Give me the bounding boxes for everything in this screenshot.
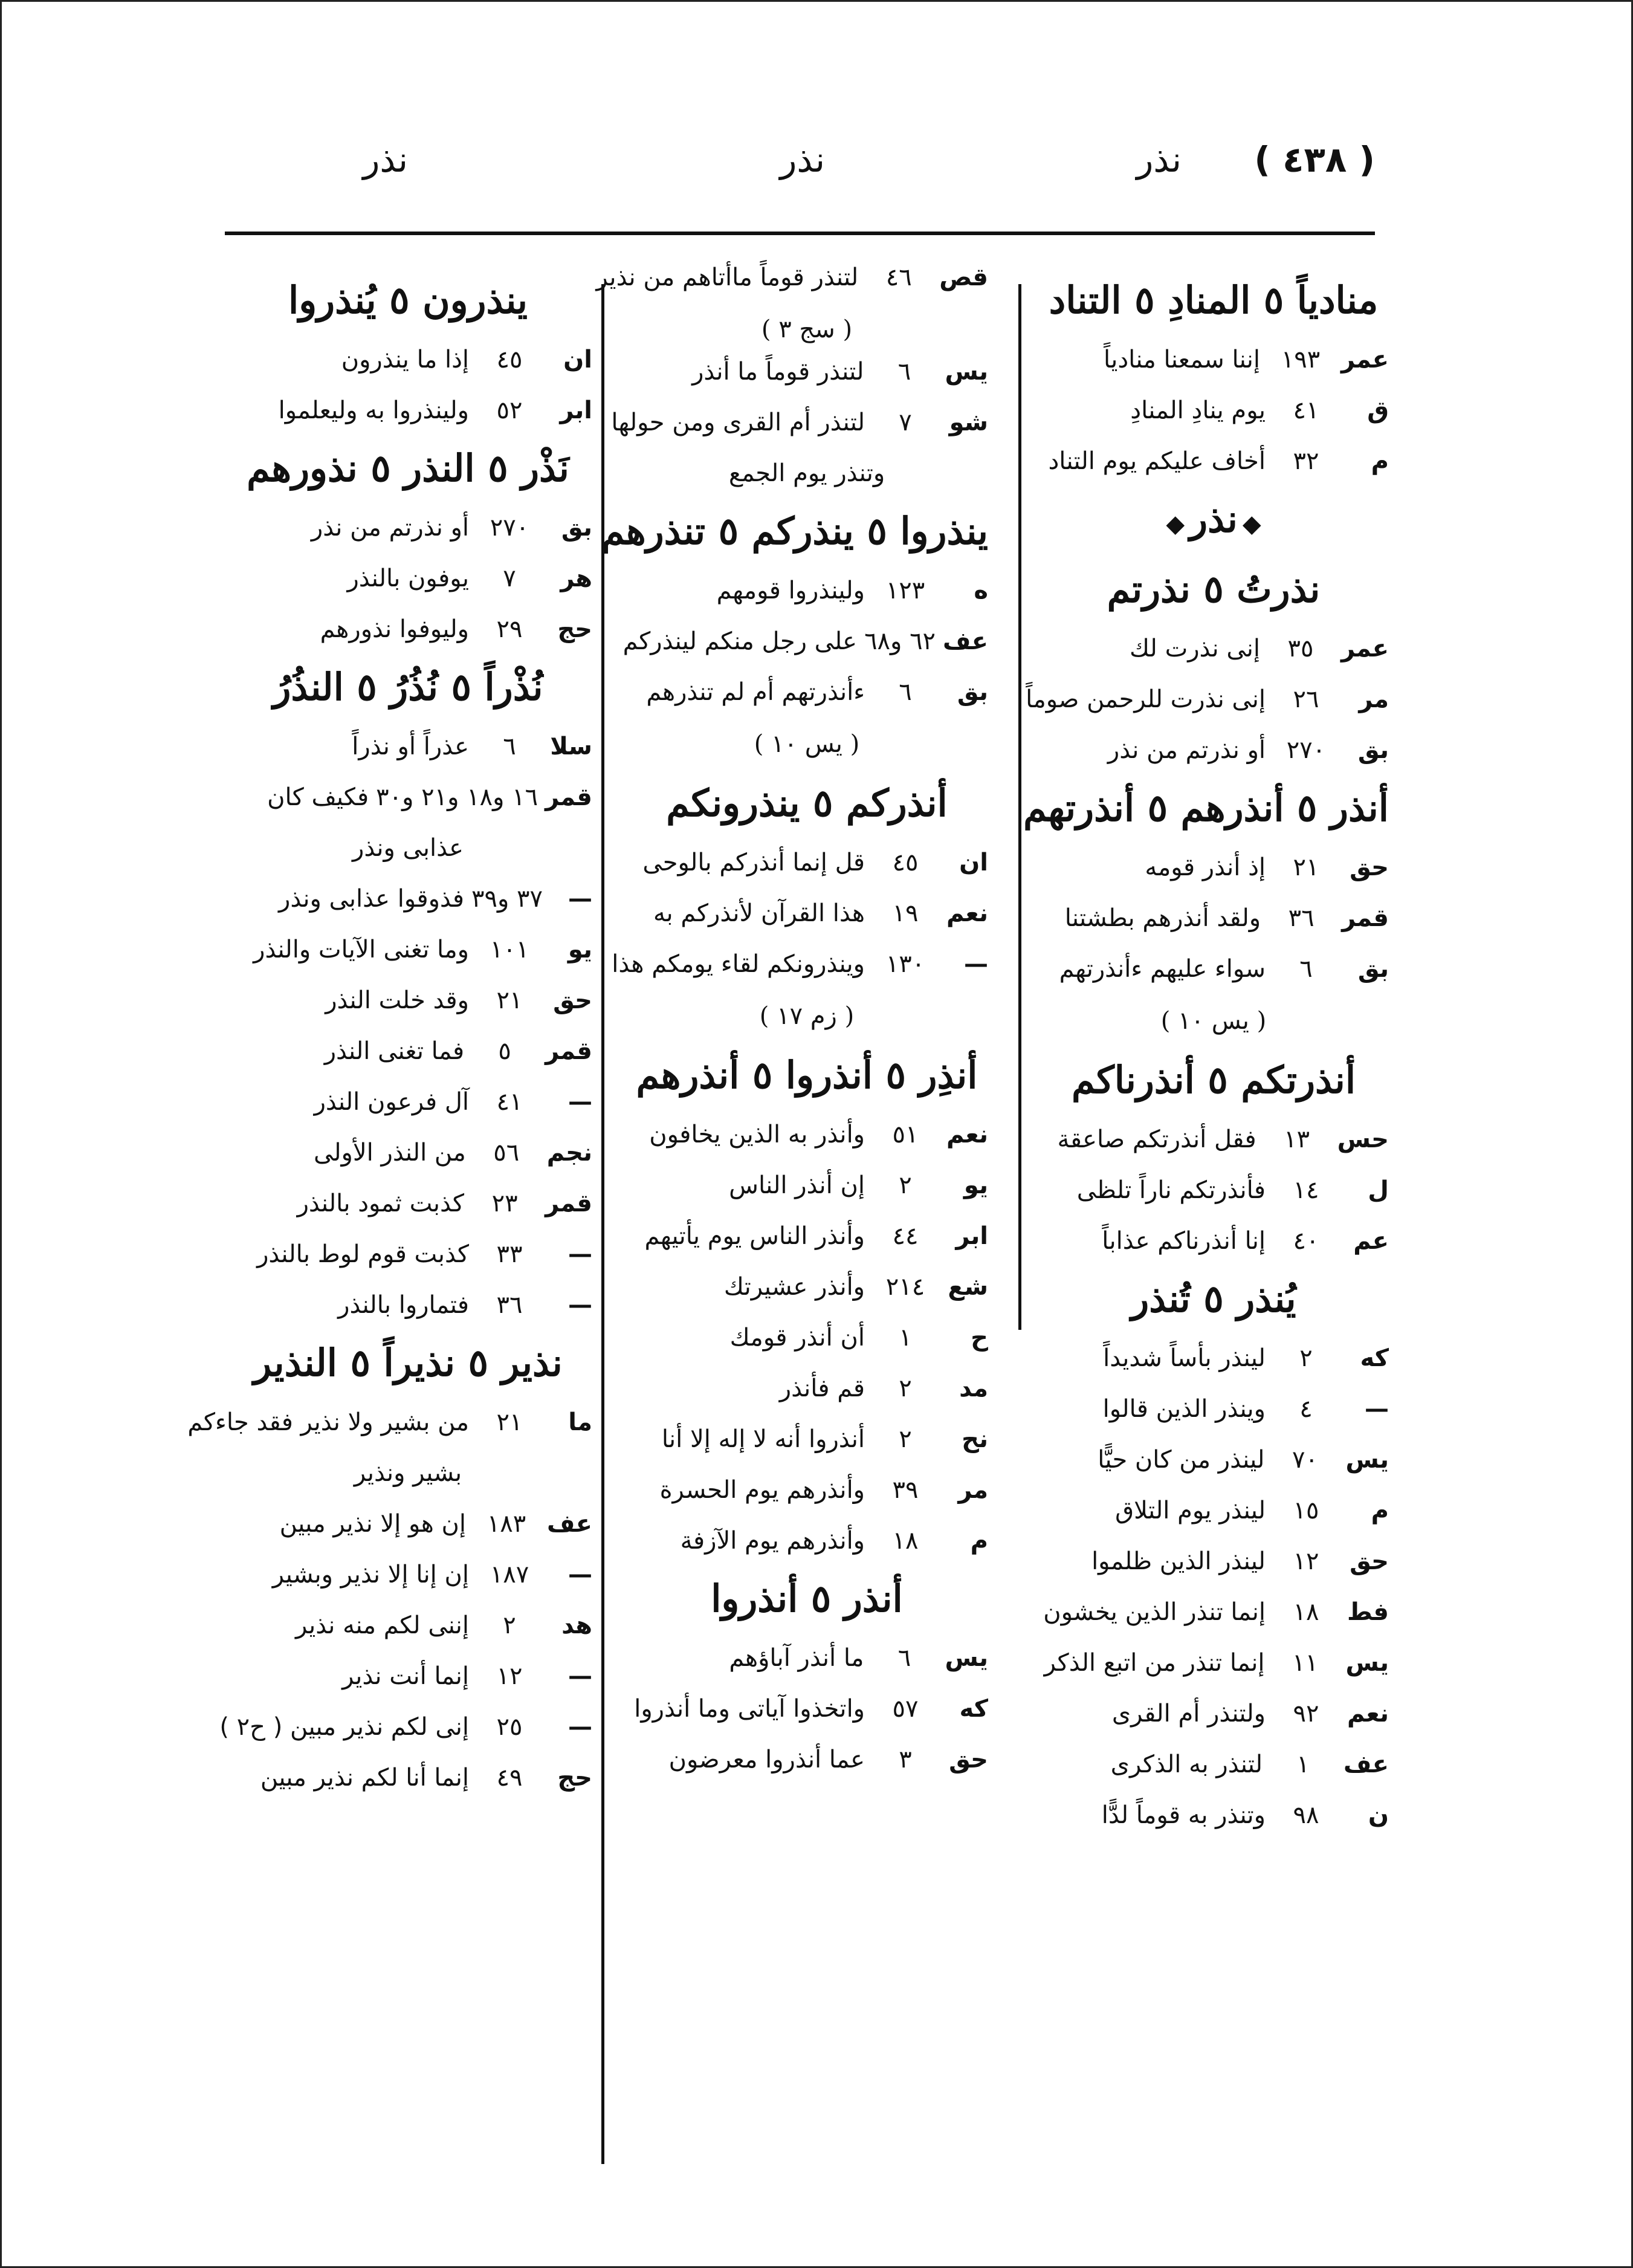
verse-excerpt: إنى نذرت لك <box>1129 635 1260 663</box>
header-word-right: نذر <box>1136 139 1182 180</box>
index-entry <box>224 1608 592 1643</box>
entry-heading: ينذروا ٥ ينذركم ٥ تنذرهم <box>601 509 988 553</box>
surah-abbrev: — <box>568 1662 592 1690</box>
verse-excerpt: فقل أنذرتكم صاعقة <box>1057 1126 1256 1153</box>
verse-number: ١٢٣ <box>885 577 925 604</box>
surah-abbrev: ابر <box>956 1222 988 1250</box>
surah-abbrev: عم <box>1353 1227 1389 1255</box>
verse-number: ٦٢ و٦٨ <box>864 627 936 655</box>
surah-abbrev: قمر <box>545 1190 592 1217</box>
verse-excerpt: كذبت قوم لوط بالنذر <box>257 1240 469 1268</box>
verse-number: ٩٨ <box>1293 1801 1319 1829</box>
surah-abbrev: حق <box>949 1746 988 1774</box>
index-entry <box>219 1709 592 1745</box>
root-word: نذر <box>1189 497 1238 541</box>
verse-number: ٣٣ <box>496 1240 523 1268</box>
surah-abbrev: — <box>1365 1395 1389 1423</box>
verse-excerpt: إنا أنذرناكم عذاباً <box>1102 1227 1266 1255</box>
surah-abbrev: مد <box>959 1375 988 1402</box>
index-entry <box>626 1691 988 1726</box>
surah-abbrev: حج <box>557 1764 592 1792</box>
surah-abbrev: نعم <box>946 1121 988 1149</box>
surah-abbrev: شع <box>948 1273 988 1301</box>
surah-abbrev: قمر <box>545 783 592 811</box>
index-entry <box>1038 393 1389 428</box>
index-entry <box>1038 342 1389 377</box>
verse-number: ٦ <box>1299 955 1313 983</box>
index-entry <box>187 1405 592 1440</box>
index-entry <box>626 896 988 931</box>
verse-number: ١٠١ <box>490 936 529 964</box>
index-entry <box>626 1320 988 1355</box>
ornament-icon: ◆ <box>1166 510 1185 538</box>
verse-excerpt: على رجل منكم لينذركم <box>622 627 858 655</box>
verse-number: ٥١ <box>892 1121 919 1149</box>
verse-excerpt: كذبت ثمود بالنذر <box>297 1190 465 1217</box>
verse-excerpt: إنى نذرت للرحمن صوماً <box>1026 685 1266 713</box>
verse-number: ١٨ <box>1293 1598 1319 1626</box>
surah-abbrev: قص <box>939 264 988 291</box>
column-divider-right <box>1018 284 1021 1330</box>
verse-number: ٤٤ <box>892 1222 919 1250</box>
surah-abbrev: نجم <box>546 1139 592 1167</box>
verse-number: ٤٠ <box>1293 1227 1319 1255</box>
verse-number: ٢ <box>899 1425 912 1453</box>
verse-number: ١٢ <box>1293 1547 1319 1575</box>
column-middle <box>596 260 988 1793</box>
verse-excerpt: من بشير ولا نذير فقد جاءكم <box>187 1408 469 1436</box>
verse-number: ١٢ <box>496 1662 523 1690</box>
verse-number: ١٥ <box>1293 1497 1319 1524</box>
index-entry <box>626 1219 988 1254</box>
cross-reference: ( يس ١٠ ) <box>754 730 860 758</box>
surah-abbrev: م <box>970 1527 988 1555</box>
surah-abbrev: — <box>568 1291 592 1319</box>
index-entry <box>626 1473 988 1508</box>
index-entry <box>612 947 988 982</box>
verse-number: ١٩٣ <box>1281 346 1321 374</box>
entry-heading: أنذر ٥ أنذروا <box>711 1576 903 1621</box>
verse-number: ٢٣ <box>491 1190 518 1217</box>
verse-excerpt: وأنذرهم يوم الحسرة <box>659 1476 865 1504</box>
index-entry <box>1038 631 1389 666</box>
index-entry <box>224 1760 592 1795</box>
index-entry <box>1038 1544 1389 1579</box>
verse-number: ٦ <box>899 678 912 706</box>
verse-number: ٢ <box>503 1612 516 1639</box>
index-entry <box>1038 444 1389 479</box>
index-entry <box>596 260 988 295</box>
verse-excerpt: يوم ينادِ المنادِ <box>1130 397 1266 424</box>
entry-heading: أنذركم ٥ ينذرونكم <box>666 781 948 825</box>
verse-number: ١ <box>899 1324 912 1352</box>
verse-excerpt: إنما تنذر من اتبع الذكر <box>1044 1649 1265 1677</box>
verse-excerpt: ولينذروا به وليعلموا <box>278 397 469 424</box>
index-entry <box>1026 682 1389 717</box>
verse-number: ٣٩ <box>892 1476 919 1504</box>
index-entry <box>224 510 592 545</box>
surah-abbrev: م <box>1371 1497 1389 1524</box>
surah-abbrev: عف <box>547 1510 592 1538</box>
index-entry <box>224 612 592 647</box>
surah-abbrev: — <box>568 1713 592 1741</box>
surah-abbrev: هر <box>560 565 592 592</box>
surah-abbrev: يس <box>1345 1649 1389 1677</box>
verse-excerpt: إننا سمعنا منادياً <box>1104 346 1260 374</box>
index-entry <box>224 729 592 764</box>
surah-abbrev: — <box>568 1088 592 1116</box>
verse-number: ٢٩ <box>496 615 523 643</box>
entry-heading: نُذْراً ٥ نُذُرُ ٥ النذُرُ <box>273 665 543 709</box>
verse-excerpt: لينذر بأساً شديداً <box>1103 1344 1266 1372</box>
surah-abbrev: حس <box>1337 1126 1389 1153</box>
index-entry <box>1038 850 1389 885</box>
verse-number: ٤٥ <box>892 849 919 876</box>
index-entry <box>224 881 592 916</box>
verse-number: ٦ <box>897 358 911 386</box>
entry-heading: أنذرتكم ٥ أنذرناكم <box>1071 1058 1356 1102</box>
index-entry <box>224 1288 592 1323</box>
verse-excerpt: فذوقوا عذابى ونذر <box>279 885 465 913</box>
surah-abbrev: ق <box>1367 397 1389 424</box>
surah-abbrev: سلا <box>550 733 592 760</box>
verse-excerpt: لينذر يوم التلاق <box>1115 1497 1266 1524</box>
verse-number: ١٣٠ <box>885 950 925 978</box>
surah-abbrev: حق <box>553 987 592 1014</box>
index-entry <box>626 1641 988 1676</box>
index-entry <box>626 573 988 608</box>
verse-number: ٣ <box>899 1746 912 1774</box>
verse-number: ١٣ <box>1284 1126 1310 1153</box>
entry-heading: أنذر ٥ أنذرهم ٥ أنذرتهم <box>1023 786 1389 830</box>
surah-abbrev: — <box>568 1240 592 1268</box>
index-entry <box>1038 1645 1389 1680</box>
surah-abbrev: عمر <box>1340 635 1389 663</box>
verse-number: ٢ <box>1299 1344 1313 1372</box>
surah-abbrev: نعم <box>946 899 988 927</box>
entry-heading: منادياً ٥ المنادِ ٥ التناد <box>1049 278 1379 322</box>
verse-excerpt: وليوفوا نذورهم <box>320 615 469 643</box>
verse-excerpt: وينذر الذين قالوا <box>1102 1395 1266 1423</box>
surah-abbrev: نعم <box>1347 1700 1389 1728</box>
index-entry <box>224 1506 592 1541</box>
index-entry <box>1038 1595 1389 1630</box>
surah-abbrev: يو <box>963 1171 988 1199</box>
verse-number: ١٦ و١٨ و٢١ و٣٠ <box>376 783 538 811</box>
index-entry <box>224 932 592 967</box>
verse-excerpt: وما تغنى الآيات والنذر <box>253 936 469 964</box>
page-number: ( ٤٣٨ ) <box>1254 139 1375 180</box>
entry-continuation: عذابى ونذر <box>352 834 464 862</box>
verse-excerpt: أن أنذر قومك <box>729 1324 865 1352</box>
surah-abbrev: م <box>1371 447 1389 475</box>
verse-number: ٢ <box>899 1171 912 1199</box>
surah-abbrev: بق <box>561 514 592 542</box>
verse-number: ٤١ <box>1293 397 1319 424</box>
header-rule <box>225 232 1375 235</box>
verse-excerpt: أخاف عليكم يوم التناد <box>1048 447 1266 475</box>
verse-excerpt: لتنذر قوماً ماأتاهم من نذير <box>596 264 859 291</box>
verse-number: ١ <box>1296 1751 1310 1778</box>
verse-number: ٥٦ <box>493 1139 520 1167</box>
verse-number: ١٩ <box>892 899 919 927</box>
verse-number: ٤٩ <box>496 1764 523 1792</box>
surah-abbrev: حق <box>1350 854 1389 881</box>
verse-excerpt: ولتنذر أم القرى <box>1111 1700 1266 1728</box>
verse-excerpt: ءأنذرتهم أم لم تنذرهم <box>646 678 865 706</box>
surah-abbrev: يس <box>945 358 988 386</box>
surah-abbrev: ح <box>971 1324 988 1352</box>
verse-number: ٥٧ <box>892 1695 919 1723</box>
verse-excerpt: سواء عليهم ءأنذرتهم <box>1059 955 1266 983</box>
verse-excerpt: إننى لكم منه نذير <box>296 1612 469 1639</box>
verse-excerpt: إن إنا إلا نذير وبشير <box>272 1561 469 1589</box>
verse-excerpt: لتنذر قوماً ما أنذر <box>692 358 864 386</box>
surah-abbrev: ل <box>1368 1176 1389 1204</box>
verse-excerpt: إذا ما ينذرون <box>341 346 469 374</box>
column-right <box>1023 260 1389 1848</box>
verse-excerpt: لينذر من كان حيًّا <box>1098 1446 1265 1474</box>
entry-heading: نَذْر ٥ النذر ٥ نذورهم <box>247 446 569 490</box>
surah-abbrev: حج <box>557 615 592 643</box>
verse-excerpt: إنما تنذر الذين يخشون <box>1043 1598 1266 1626</box>
verse-number: ٤٦ <box>885 264 912 291</box>
verse-number: ٢٦ <box>1293 685 1319 713</box>
surah-abbrev: هد <box>561 1612 592 1639</box>
index-entry <box>224 1557 592 1592</box>
index-entry <box>224 342 592 377</box>
verse-excerpt: وأنذرهم يوم الآزفة <box>680 1527 865 1555</box>
verse-number: ٢١٤ <box>885 1273 925 1301</box>
index-entry <box>611 405 988 440</box>
surah-abbrev: شو <box>949 409 988 436</box>
verse-number: ٣٦ <box>496 1291 523 1319</box>
verse-excerpt: إنى لكم نذير مبين ( ح٢ ) <box>219 1713 469 1741</box>
entry-heading: ينذرون ٥ يُنذروا <box>288 278 528 322</box>
verse-number: ٢٧٠ <box>1286 736 1326 764</box>
index-entry <box>626 354 988 389</box>
cross-reference: ( يس ١٠ ) <box>1160 1007 1267 1035</box>
verse-excerpt: لتنذر به الذكرى <box>1110 1751 1263 1778</box>
verse-excerpt: وأنذر الناس يوم يأتيهم <box>644 1222 865 1250</box>
index-entry <box>224 1084 592 1119</box>
verse-excerpt: فكيف كان <box>267 783 369 811</box>
verse-excerpt: إن أنذر الناس <box>729 1171 865 1199</box>
column-left <box>187 260 592 1811</box>
verse-excerpt: فتماروا بالنذر <box>338 1291 469 1319</box>
header-word-left: نذر <box>363 139 408 180</box>
index-entry <box>626 1269 988 1304</box>
index-entry <box>1038 1493 1389 1528</box>
surah-abbrev: نح <box>962 1425 988 1453</box>
surah-abbrev: ما <box>568 1408 592 1436</box>
verse-number: ١٤ <box>1293 1176 1319 1204</box>
index-entry <box>1038 1173 1389 1208</box>
verse-number: ٩٢ <box>1293 1700 1319 1728</box>
verse-number: ٤٥ <box>496 346 523 374</box>
verse-excerpt: لينذر الذين ظلموا <box>1091 1547 1266 1575</box>
index-entry <box>1038 1122 1389 1157</box>
surah-abbrev: بق <box>1357 736 1389 764</box>
surah-abbrev: مر <box>1359 685 1389 713</box>
verse-excerpt: إنما أنا لكم نذير مبين <box>260 1764 469 1792</box>
verse-excerpt: فأنذرتكم ناراً تلظى <box>1076 1176 1266 1204</box>
index-entry <box>1038 901 1389 936</box>
verse-number: ١٨٣ <box>487 1510 526 1538</box>
surah-abbrev: بق <box>1357 955 1389 983</box>
verse-excerpt: يوفون بالنذر <box>347 565 469 592</box>
verse-number: ٣٢ <box>1293 447 1319 475</box>
index-entry <box>622 624 988 659</box>
index-entry <box>626 1371 988 1406</box>
verse-excerpt: آل فرعون النذر <box>314 1088 469 1116</box>
verse-number: ٥ <box>498 1037 511 1065</box>
verse-excerpt: وأنذر به الذين يخافون <box>649 1121 865 1149</box>
verse-excerpt: فما تغنى النذر <box>324 1037 465 1065</box>
surah-abbrev: حق <box>1350 1547 1389 1575</box>
verse-excerpt: أنذروا أنه لا إله إلا أنا <box>661 1425 865 1453</box>
verse-excerpt: عذراً أو نذراً <box>352 733 469 760</box>
index-entry <box>1038 1442 1389 1477</box>
verse-excerpt: أو نذرتم من نذر <box>1107 736 1266 764</box>
verse-number: ٧ <box>899 409 912 436</box>
cross-reference: ( زم ١٧ ) <box>759 1002 855 1030</box>
entry-heading: نذرتُ ٥ نذرتم <box>1107 567 1321 611</box>
index-entry <box>1038 1747 1389 1782</box>
index-entry <box>626 675 988 710</box>
surah-abbrev: ان <box>563 346 592 374</box>
verse-number: ١٨ <box>892 1527 919 1555</box>
index-entry <box>626 845 988 880</box>
index-entry <box>224 393 592 428</box>
verse-number: ٢٥ <box>496 1713 523 1741</box>
index-entry <box>224 1237 592 1272</box>
surah-abbrev: ابر <box>560 397 592 424</box>
verse-number: ٢١ <box>1293 854 1319 881</box>
surah-abbrev: يس <box>1345 1446 1389 1474</box>
index-entry <box>626 1168 988 1203</box>
surah-abbrev: ه <box>974 577 988 604</box>
verse-excerpt: إن هو إلا نذير مبين <box>279 1510 467 1538</box>
index-entry <box>1038 733 1389 768</box>
verse-excerpt: قل إنما أنذركم بالوحى <box>642 849 865 876</box>
verse-excerpt: قم فأنذر <box>779 1375 865 1402</box>
verse-number: ٢٧٠ <box>490 514 529 542</box>
verse-excerpt: لتنذر أم القرى ومن حولها <box>611 409 865 436</box>
verse-number: ٣٦ <box>1288 904 1314 932</box>
index-entry <box>626 1523 988 1558</box>
verse-excerpt: هذا القرآن لأنذركم به <box>653 899 865 927</box>
index-entry <box>224 1186 592 1221</box>
verse-excerpt: وتنذر به قوماً لدًّا <box>1101 1801 1266 1829</box>
index-entry <box>224 983 592 1018</box>
verse-number: ٥٢ <box>496 397 523 424</box>
verse-excerpt: إنما أنت نذير <box>342 1662 469 1690</box>
surah-abbrev: عف <box>1344 1751 1389 1778</box>
verse-excerpt: وينذرونكم لقاء يومكم هذا <box>612 950 865 978</box>
index-entry <box>224 780 592 815</box>
entry-heading: نذير ٥ نذيراً ٥ النذير <box>253 1341 563 1385</box>
surah-abbrev: قمر <box>1342 904 1389 932</box>
header-word-center: نذر <box>780 139 825 180</box>
surah-abbrev: يس <box>945 1644 988 1672</box>
verse-number: ٢ <box>899 1375 912 1402</box>
cross-reference: ( سج ٣ ) <box>761 316 853 343</box>
verse-number: ٧٠ <box>1292 1446 1318 1474</box>
surah-abbrev: ن <box>1368 1801 1389 1829</box>
index-entry <box>626 1117 988 1152</box>
index-entry <box>224 1135 592 1170</box>
index-entry <box>1038 1223 1389 1259</box>
surah-abbrev: عف <box>943 627 988 655</box>
verse-number: ١٨٧ <box>490 1561 529 1589</box>
surah-abbrev: عمر <box>1340 346 1389 374</box>
surah-abbrev: — <box>568 885 592 913</box>
surah-abbrev: — <box>568 1561 592 1589</box>
verse-excerpt: ما أنذر آباؤهم <box>729 1644 864 1672</box>
verse-number: ٦ <box>897 1644 911 1672</box>
verse-excerpt: وأنذر عشيرتك <box>723 1273 865 1301</box>
surah-abbrev: كه <box>1360 1344 1389 1372</box>
verse-excerpt: عما أنذروا معرضون <box>668 1746 865 1774</box>
verse-excerpt: ولينذروا قومهم <box>716 577 865 604</box>
entry-heading: أنذِر ٥ أنذروا ٥ أنذرهم <box>636 1053 978 1097</box>
verse-excerpt: من النذر الأولى <box>314 1139 466 1167</box>
verse-number: ٣٥ <box>1287 635 1314 663</box>
index-entry <box>1038 1696 1389 1731</box>
verse-excerpt: واتخذوا آياتى وما أنذروا <box>634 1695 865 1723</box>
index-entry <box>626 1742 988 1777</box>
root-heading <box>1038 496 1389 548</box>
verse-number: ٤ <box>1299 1395 1313 1423</box>
verse-number: ١١ <box>1292 1649 1318 1677</box>
page-header <box>224 139 1375 193</box>
index-entry <box>626 1422 988 1457</box>
verse-number: ٧ <box>503 565 516 592</box>
surah-abbrev: يو <box>568 936 592 964</box>
index-entry <box>1038 1341 1389 1376</box>
verse-excerpt: ولقد أنذرهم بطشتنا <box>1064 904 1261 932</box>
verse-number: ٣٧ و٣٩ <box>471 885 543 913</box>
index-entry <box>1038 951 1389 987</box>
index-entry <box>224 561 592 596</box>
surah-abbrev: ان <box>959 849 988 876</box>
index-entry <box>1038 1392 1389 1427</box>
column-divider-left <box>601 284 604 2164</box>
surah-abbrev: كه <box>959 1695 988 1723</box>
ornament-icon: ◆ <box>1242 510 1261 538</box>
verse-excerpt: وقد خلت النذر <box>325 987 469 1014</box>
surah-abbrev: بق <box>957 678 988 706</box>
verse-number: ٢١ <box>496 1408 523 1436</box>
surah-abbrev: مر <box>958 1476 988 1504</box>
verse-number: ٦ <box>503 733 516 760</box>
surah-abbrev: — <box>964 950 988 978</box>
index-entry <box>224 1659 592 1694</box>
verse-excerpt: إذ أنذر قومه <box>1145 854 1266 881</box>
verse-number: ٤١ <box>496 1088 523 1116</box>
entry-continuation: وتنذر يوم الجمع <box>728 459 885 487</box>
verse-excerpt: أو نذرتم من نذر <box>311 514 469 542</box>
verse-number: ٢١ <box>496 987 523 1014</box>
entry-heading: يُنذر ٥ تُنذر <box>1131 1277 1296 1321</box>
entry-continuation: بشير ونذير <box>354 1459 462 1487</box>
surah-abbrev: قمر <box>545 1037 592 1065</box>
index-entry <box>1038 1798 1389 1833</box>
index-entry <box>224 1034 592 1069</box>
surah-abbrev: فط <box>1347 1598 1389 1626</box>
